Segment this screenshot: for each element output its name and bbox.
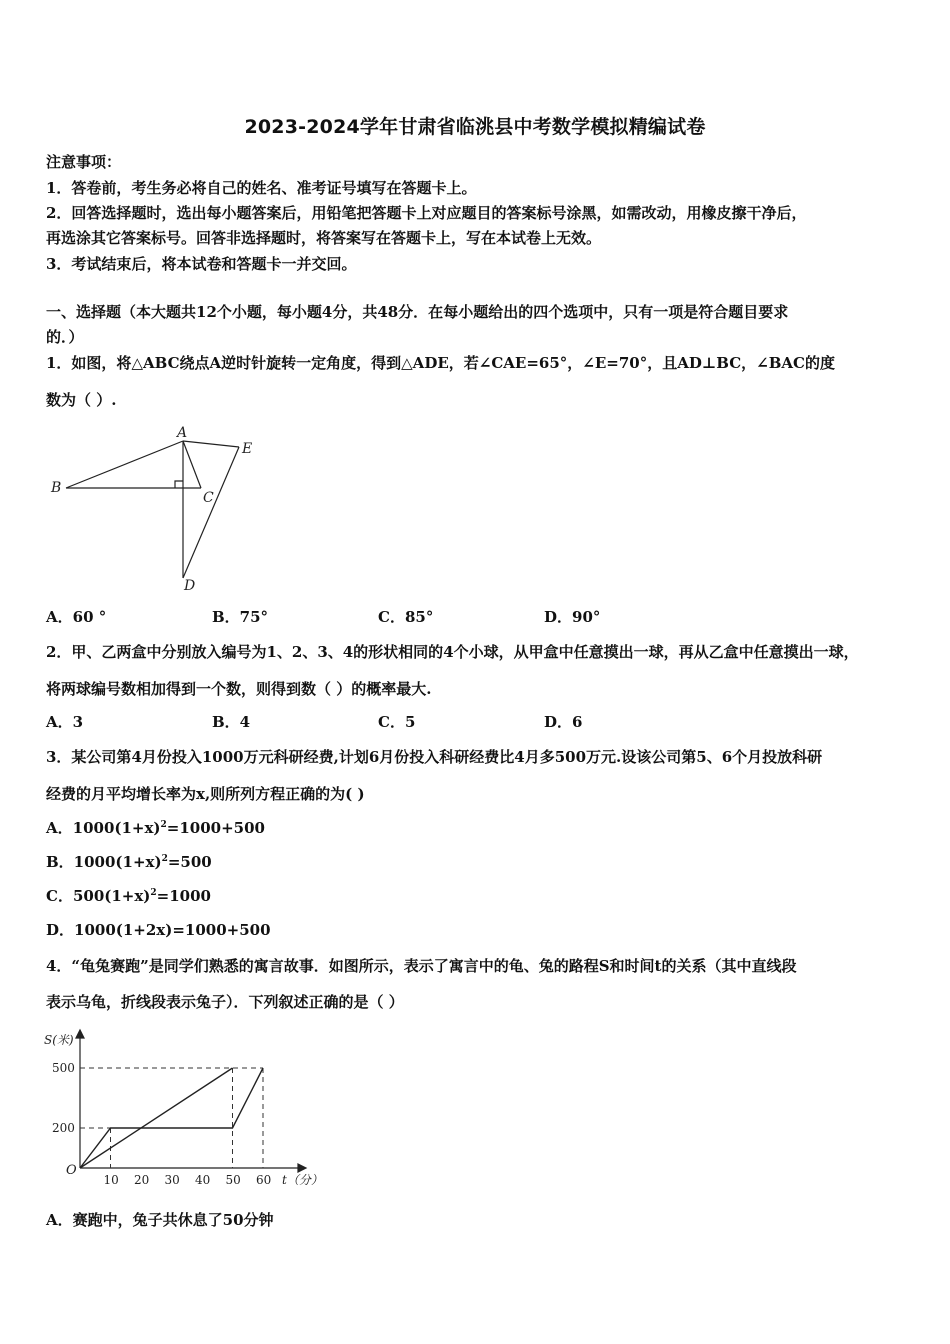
q3-option-a[interactable]: A．$1000(1+x)^2=1000+500$ [46, 819, 265, 837]
notice-item-1: 1．答卷前，考生务必将自己的姓名、准考证号填写在答题卡上。 [46, 179, 477, 197]
origin-label: O [66, 1163, 77, 1178]
notice-heading: 注意事项： [46, 153, 122, 171]
x-axis-arrow [298, 1164, 306, 1172]
y-tick-label-500: 500 [52, 1061, 75, 1075]
segment-de [183, 447, 239, 578]
label-e: E [242, 441, 253, 457]
page-title: 2023-2024学年甘肃省临洮县中考数学模拟精编试卷 [244, 116, 706, 138]
q3-option-c[interactable]: C．$500(1+x)^2=1000$ [46, 887, 211, 905]
q4-text-line1: 4．“龟兔赛跑”是同学们熟悉的寓言故事．如图所示，表示了寓言中的龟、兔的路程S和时间t的关系（其中直线段 [46, 957, 797, 975]
y-axis-arrow [76, 1030, 84, 1038]
q1-text-line2: 数为（ ）. [46, 391, 117, 409]
q1-option-c[interactable]: C．85° [378, 608, 434, 626]
section-heading-line1: 一、选择题（本大题共12个小题，每小题4分，共48分．在每小题给出的四个选项中，只有一项是符合题目要求 [46, 303, 789, 321]
label-a: A [177, 425, 188, 441]
q2-options [46, 712, 896, 732]
notice-item-3: 3．考试结束后，将本试卷和答题卡一并交回。 [46, 255, 357, 273]
section-heading-line2: 的．） [46, 328, 84, 346]
q3-text-line2: 经费的月平均增长率为x,则所列方程正确的为( ) [46, 785, 365, 803]
x-tick-label-40: 40 [195, 1173, 211, 1187]
q4-option-a[interactable]: A．赛跑中，兔子共休息了50分钟 [46, 1211, 274, 1229]
notice-item-2-cont: 再选涂其它答案标号。回答非选择题时，将答案写在答题卡上，写在本试卷上无效。 [46, 229, 602, 247]
segment-ae [183, 441, 239, 447]
series-line-rabbit [80, 1068, 263, 1168]
q1-option-b[interactable]: B．75° [212, 608, 269, 626]
q3-option-b[interactable]: B．$1000(1+x)^2=500$ [46, 853, 212, 871]
q1-option-d[interactable]: D．90° [544, 608, 601, 626]
x-tick-label-60: 60 [256, 1173, 272, 1187]
right-angle-mark [175, 481, 183, 488]
q4-chart [40, 1028, 340, 1198]
label-d: D [184, 578, 196, 594]
x-axis-label: t（分） [282, 1173, 323, 1187]
x-tick-label-30: 30 [164, 1173, 180, 1187]
segment-ac [183, 441, 201, 488]
y-tick-label-200: 200 [52, 1121, 75, 1135]
x-tick-label-10: 10 [103, 1173, 119, 1187]
q2-option-b[interactable]: B．4 [212, 713, 251, 731]
q1-option-a[interactable]: A．60 ° [46, 608, 107, 626]
q1-options [46, 607, 896, 627]
q2-option-c[interactable]: C．5 [378, 713, 416, 731]
q2-text-line1: 2．甲、乙两盒中分别放入编号为1、2、3、4的形状相同的4个小球，从甲盒中任意摸出一球，再从乙盒中任意摸出一球， [46, 643, 859, 661]
q3-option-d[interactable]: D．1000(1+2x)=1000+500 [46, 921, 271, 939]
x-tick-label-50: 50 [225, 1173, 241, 1187]
q2-text-line2: 将两球编号数相加得到一个数，则得到数（ ）的概率最大. [46, 680, 432, 698]
notice-item-2: 2．回答选择题时，选出每小题答案后，用铅笔把答题卡上对应题目的答案标号涂黑，如需改动，用橡皮擦干净后， [46, 204, 807, 222]
q1-text-line1: 1．如图，将△ABC绕点A逆时针旋转一定角度，得到△ADE，若∠CAE=65°，∠E=70°，且AD⊥BC，∠BAC的度 [46, 354, 835, 372]
q4-text-line2: 表示乌龟，折线段表示兔子）．下列叙述正确的是（ ） [46, 993, 404, 1011]
y-axis-label: S(米) [44, 1033, 74, 1047]
label-b: B [51, 480, 62, 496]
q2-option-a[interactable]: A．3 [46, 713, 84, 731]
label-c: C [203, 490, 214, 506]
q2-option-d[interactable]: D．6 [544, 713, 583, 731]
series-line-tortoise [80, 1068, 233, 1168]
q1-geometry-figure [46, 420, 276, 595]
q3-text-line1: 3．某公司第4月份投入1000万元科研经费,计划6月份投入科研经费比4月多500万元.设该公司第5、6个月投放科研 [46, 748, 823, 766]
x-tick-label-20: 20 [134, 1173, 150, 1187]
segment-ba [66, 441, 183, 488]
